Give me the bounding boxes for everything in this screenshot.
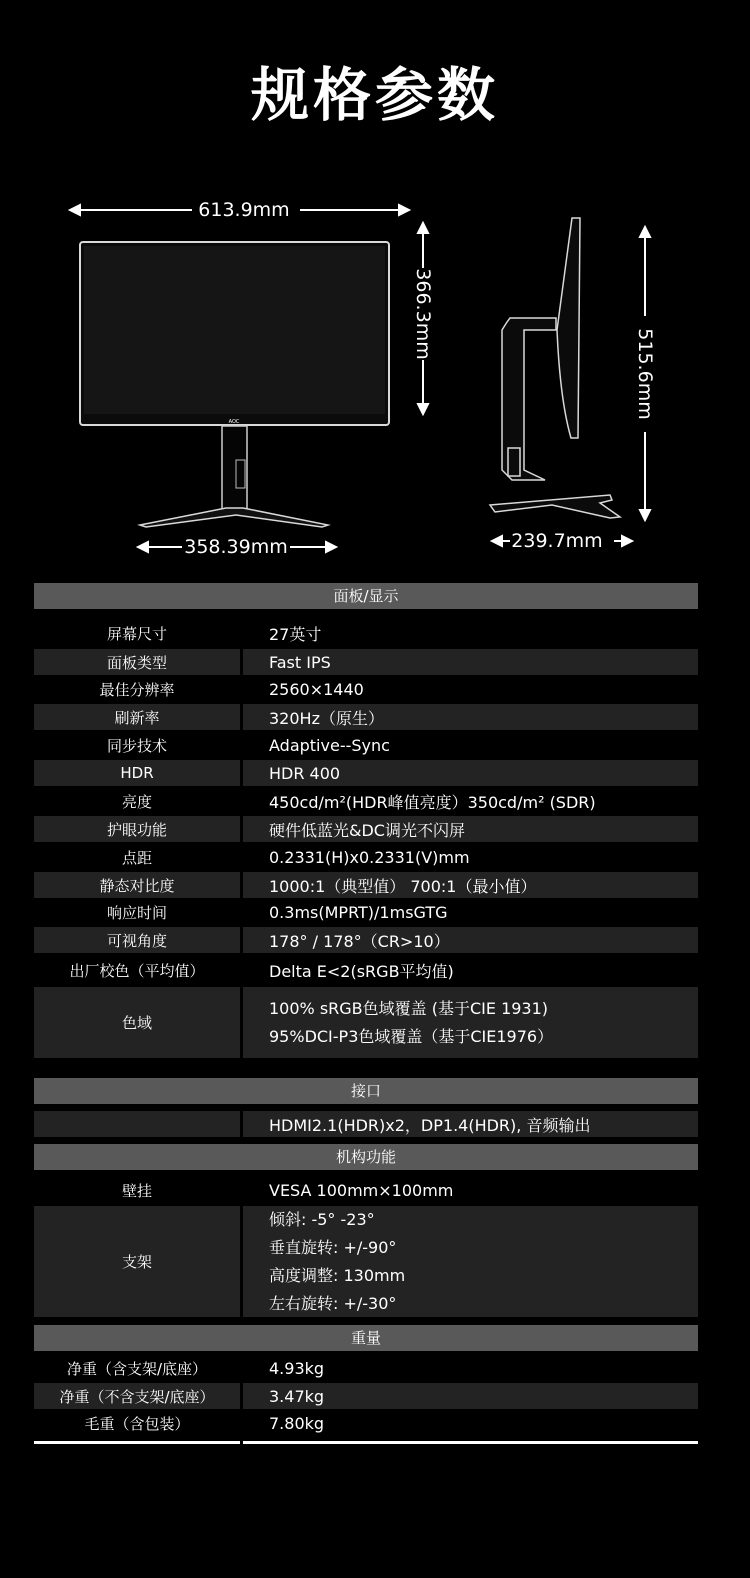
spec-row-refresh-rate — [34, 704, 698, 730]
spec-label: 壁挂 — [121, 1181, 152, 1200]
spec-row-eye-care — [34, 816, 698, 842]
section-header-mechanical: 机构功能 — [34, 1144, 698, 1170]
spec-row-screen-size — [34, 620, 698, 647]
spec-label: 净重（含支架/底座） — [66, 1360, 208, 1378]
spec-value: 7.80kg — [269, 1414, 325, 1433]
page-title: 规格参数 — [250, 61, 499, 129]
spec-row-net-weight-without-stand — [34, 1383, 698, 1409]
spec-value: Delta E<2(sRGB平均值) — [269, 961, 454, 981]
spec-value: 27英寸 — [269, 625, 322, 644]
spec-value: 1000:1（典型值） 700:1（最小值） — [243, 872, 698, 898]
section-header-weight: 重量 — [34, 1325, 698, 1351]
spec-value — [243, 1206, 698, 1317]
dim-panel-height-label: 366.3mm — [412, 268, 434, 360]
spec-row-brightness — [34, 788, 698, 815]
spec-label: 面板类型 — [34, 649, 240, 675]
dim-width-label: 613.9mm — [198, 199, 290, 221]
spec-value-line: 100% sRGB色域覆盖 (基于CIE 1931) — [269, 998, 549, 1018]
spec-value-line: 左右旋转: +/-30° — [269, 1293, 397, 1313]
spec-row-panel-type — [34, 649, 698, 675]
spec-label: 色域 — [34, 987, 240, 1058]
spec-row-resolution — [34, 676, 698, 703]
spec-label: 出厂校色（平均值） — [69, 961, 205, 980]
spec-row-net-weight-with-stand — [34, 1355, 698, 1382]
spec-row-ports — [34, 1111, 698, 1137]
spec-label: 毛重（含包装） — [84, 1415, 190, 1433]
spec-value: HDMI2.1(HDR)x2，DP1.4(HDR), 音频输出 — [243, 1111, 698, 1137]
spec-value: HDR 400 — [243, 760, 698, 786]
spec-label: 点距 — [121, 849, 152, 867]
spec-row-calibration — [34, 956, 698, 984]
spec-value: 320Hz（原生） — [243, 704, 698, 730]
dim-base-width-label: 358.39mm — [184, 536, 288, 558]
spec-value — [243, 987, 698, 1058]
spec-label: 响应时间 — [106, 904, 167, 922]
spec-label: 亮度 — [121, 793, 152, 811]
spec-value: 2560×1440 — [269, 680, 364, 699]
spec-label — [34, 1111, 240, 1137]
spec-label: HDR — [34, 760, 240, 786]
spec-value: 4.93kg — [269, 1359, 325, 1378]
spec-label: 刷新率 — [34, 704, 240, 730]
section-header-ports: 接口 — [34, 1078, 698, 1104]
table-bottom-rule — [243, 1441, 698, 1444]
side-view-monitor — [490, 218, 620, 518]
spec-value: VESA 100mm×100mm — [269, 1180, 454, 1200]
spec-label: 净重（不含支架/底座） — [34, 1383, 240, 1409]
spec-label: 静态对比度 — [34, 872, 240, 898]
spec-value-line: 垂直旋转: +/-90° — [269, 1237, 397, 1257]
spec-value: 硬件低蓝光&DC调光不闪屏 — [243, 816, 698, 842]
spec-value: 3.47kg — [243, 1383, 698, 1409]
spec-label: 支架 — [34, 1206, 240, 1317]
section-header-display: 面板/显示 — [34, 583, 698, 609]
spec-value: Adaptive--Sync — [269, 736, 390, 755]
spec-row-hdr — [34, 760, 698, 786]
spec-label: 最佳分辨率 — [99, 681, 175, 699]
spec-value: 450cd/m²(HDR峰值亮度）350cd/m² (SDR) — [269, 793, 596, 812]
spec-row-gross-weight — [34, 1410, 698, 1437]
spec-row-response-time — [34, 899, 698, 926]
spec-row-pixel-pitch — [34, 844, 698, 871]
dimension-diagram — [0, 0, 750, 580]
spec-row-viewing-angle — [34, 927, 698, 953]
spec-value-line: 高度调整: 130mm — [269, 1265, 406, 1285]
spec-row-stand — [34, 1206, 698, 1317]
spec-value-line: 95%DCI-P3色域覆盖（基于CIE1976） — [269, 1026, 554, 1046]
table-bottom-rule — [34, 1441, 240, 1444]
front-view-monitor — [80, 242, 389, 527]
dim-total-height-label: 515.6mm — [634, 328, 656, 420]
spec-value: 178° / 178°（CR>10） — [243, 927, 698, 953]
spec-row-wall-mount — [34, 1176, 698, 1204]
monitor-logo: AOC — [228, 419, 240, 425]
spec-row-sync — [34, 732, 698, 759]
spec-label: 同步技术 — [106, 737, 167, 755]
spec-value: 0.3ms(MPRT)/1msGTG — [269, 903, 448, 922]
spec-label: 屏幕尺寸 — [106, 625, 167, 643]
spec-label: 护眼功能 — [34, 816, 240, 842]
spec-label: 可视角度 — [34, 927, 240, 953]
spec-row-contrast — [34, 872, 698, 898]
spec-value: 0.2331(H)x0.2331(V)mm — [269, 848, 470, 867]
spec-row-color-gamut — [34, 987, 698, 1058]
spec-value: Fast IPS — [243, 649, 698, 675]
spec-value-line: 倾斜: -5° -23° — [269, 1209, 375, 1229]
dim-depth-label: 239.7mm — [511, 530, 603, 552]
